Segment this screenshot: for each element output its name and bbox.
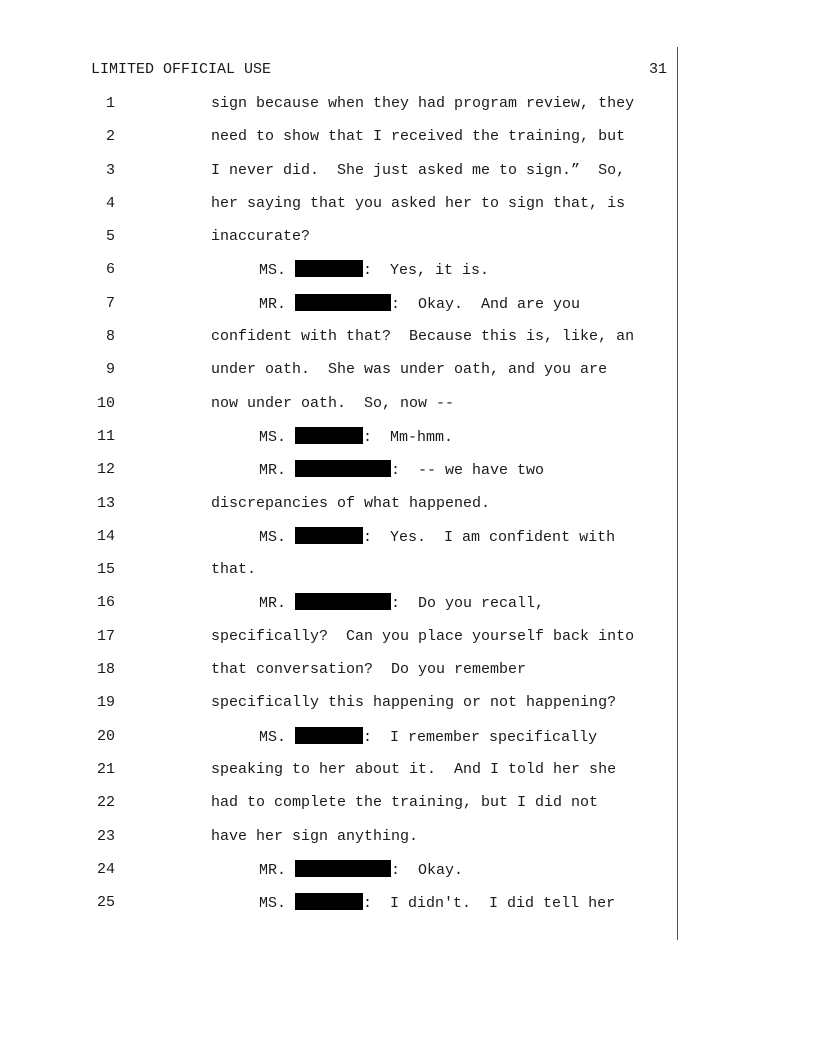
- classification-header: LIMITED OFFICIAL USE: [91, 61, 272, 78]
- line-number: 7: [105, 294, 115, 312]
- speaker-line: [259, 260, 489, 281]
- line-text: I never did. She just asked me to sign.” So,: [211, 161, 626, 179]
- speaker-statement: : I remember specifically: [363, 728, 598, 746]
- line-number: 6: [105, 261, 115, 279]
- transcript-line: [0, 860, 816, 893]
- transcript-line: [0, 760, 816, 793]
- line-text: specifically this happening or not happening?: [211, 694, 617, 712]
- line-number: 2: [105, 128, 115, 146]
- speaker-title: MS.: [259, 895, 287, 913]
- transcript-line: [0, 494, 816, 527]
- speaker-line: [259, 427, 453, 448]
- line-number: 20: [96, 727, 115, 745]
- speaker-line: [259, 527, 615, 548]
- line-number: 19: [96, 694, 115, 712]
- transcript-line: [0, 527, 816, 560]
- speaker-line: [259, 860, 463, 881]
- speaker-statement: : -- we have two: [391, 462, 545, 480]
- transcript-line: [0, 94, 816, 127]
- transcript-line: [0, 793, 816, 826]
- transcript-line: [0, 427, 816, 460]
- line-number: 3: [105, 161, 115, 179]
- transcript-line: [0, 227, 816, 260]
- speaker-line: [259, 460, 544, 481]
- line-text: her saying that you asked her to sign that, is: [211, 194, 626, 212]
- line-number: 9: [105, 361, 115, 379]
- redaction-block: [295, 593, 391, 610]
- redaction-block: [295, 860, 391, 877]
- speaker-line: [259, 727, 597, 748]
- speaker-title: MR.: [259, 595, 287, 613]
- transcript-line: [0, 327, 816, 360]
- line-number: 4: [105, 194, 115, 212]
- transcript-line: [0, 827, 816, 860]
- speaker-statement: : Mm-hmm.: [363, 428, 454, 446]
- transcript-line: [0, 161, 816, 194]
- line-number: 18: [96, 661, 115, 679]
- line-text: need to show that I received the training, but: [211, 128, 626, 146]
- transcript-line: [0, 593, 816, 626]
- redaction-block: [295, 260, 363, 277]
- line-number: 24: [96, 860, 115, 878]
- redaction-block: [295, 427, 363, 444]
- line-text: under oath. She was under oath, and you are: [211, 361, 608, 379]
- page-number: 31: [648, 61, 667, 78]
- line-number: 25: [96, 894, 115, 912]
- line-number: 11: [96, 427, 115, 445]
- transcript-line: [0, 560, 816, 593]
- speaker-statement: : Do you recall,: [391, 595, 545, 613]
- line-number: 23: [96, 827, 115, 845]
- speaker-title: MS.: [259, 528, 287, 546]
- line-number: 5: [105, 228, 115, 246]
- line-number: 22: [96, 794, 115, 812]
- line-number: 17: [96, 627, 115, 645]
- line-text: have her sign anything.: [211, 827, 419, 845]
- transcript-line: [0, 693, 816, 726]
- speaker-statement: : Okay. And are you: [391, 295, 581, 313]
- transcript-line: [0, 394, 816, 427]
- transcript-line: [0, 127, 816, 160]
- line-text: now under oath. So, now --: [211, 394, 455, 412]
- speaker-title: MR.: [259, 861, 287, 879]
- speaker-title: MR.: [259, 295, 287, 313]
- transcript-line: [0, 194, 816, 227]
- line-number: 15: [96, 561, 115, 579]
- redaction-block: [295, 727, 363, 744]
- line-text: confident with that? Because this is, like, an: [211, 328, 635, 346]
- line-number: 8: [105, 328, 115, 346]
- speaker-line: [259, 294, 580, 315]
- speaker-statement: : Yes, it is.: [363, 262, 490, 280]
- transcript-line: [0, 893, 816, 926]
- transcript-line: [0, 627, 816, 660]
- transcript-line: [0, 660, 816, 693]
- line-number: 10: [96, 394, 115, 412]
- redaction-block: [295, 460, 391, 477]
- line-text: inaccurate?: [211, 228, 311, 246]
- transcript-line: [0, 260, 816, 293]
- redaction-block: [295, 527, 363, 544]
- line-number: 14: [96, 527, 115, 545]
- speaker-title: MS.: [259, 262, 287, 280]
- line-text: discrepancies of what happened.: [211, 494, 491, 512]
- speaker-title: MS.: [259, 728, 287, 746]
- redaction-block: [295, 893, 363, 910]
- speaker-title: MR.: [259, 462, 287, 480]
- speaker-line: [259, 893, 615, 914]
- line-number: 16: [96, 594, 115, 612]
- transcript-line: [0, 294, 816, 327]
- line-number: 21: [96, 760, 115, 778]
- transcript-line: [0, 727, 816, 760]
- speaker-statement: : Yes. I am confident with: [363, 528, 616, 546]
- line-text: speaking to her about it. And I told her she: [211, 760, 617, 778]
- speaker-title: MS.: [259, 428, 287, 446]
- transcript-lines: [0, 94, 816, 926]
- speaker-statement: : I didn't. I did tell her: [363, 895, 616, 913]
- speaker-line: [259, 593, 544, 614]
- redaction-block: [295, 294, 391, 311]
- line-text: had to complete the training, but I did not: [211, 794, 599, 812]
- speaker-statement: : Okay.: [391, 861, 464, 879]
- line-number: 12: [96, 461, 115, 479]
- line-number: 13: [96, 494, 115, 512]
- line-text: specifically? Can you place yourself back into: [211, 627, 635, 645]
- line-text: that.: [211, 561, 257, 579]
- line-number: 1: [105, 95, 115, 112]
- transcript-line: [0, 460, 816, 493]
- transcript-line: [0, 360, 816, 393]
- line-text: sign because when they had program review, they: [211, 95, 635, 112]
- line-text: that conversation? Do you remember: [211, 661, 527, 679]
